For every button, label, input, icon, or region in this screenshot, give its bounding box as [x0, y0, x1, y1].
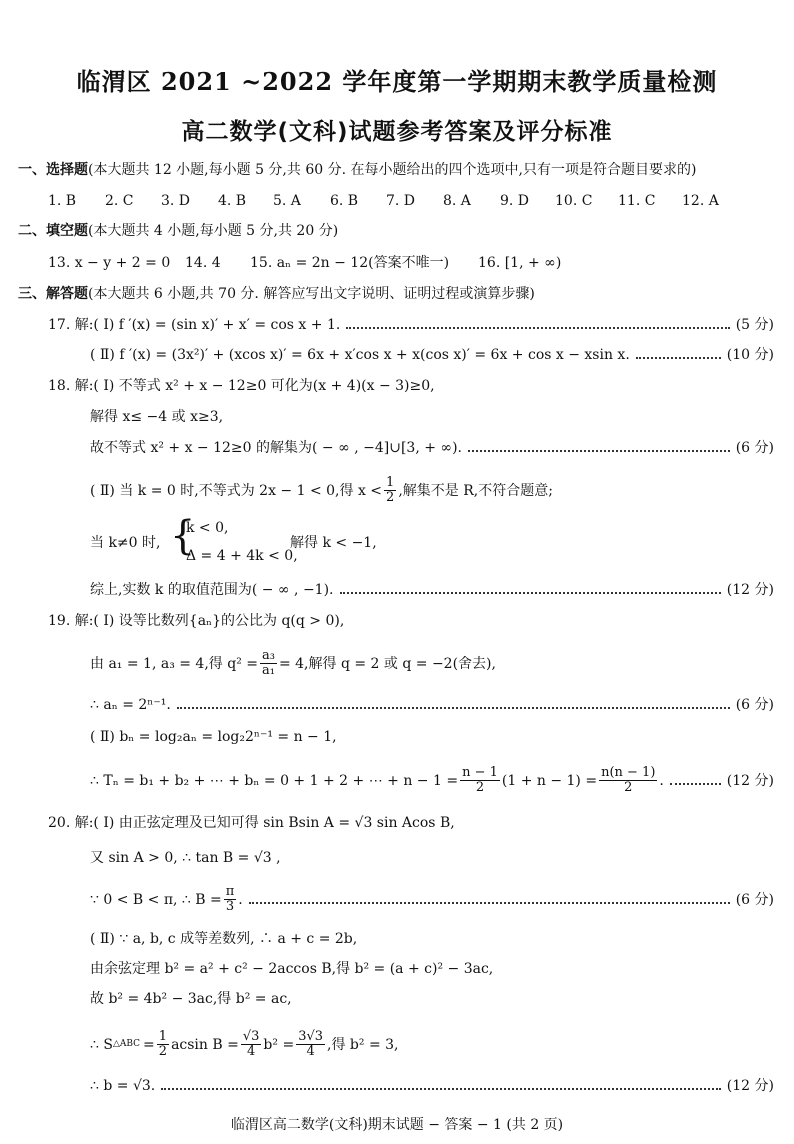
choice-answer: 11. C [618, 193, 656, 209]
q19-text: 由 a₁ = 1, a₃ = 4,得 q² = [90, 655, 258, 672]
denominator: 4 [247, 1044, 256, 1060]
exam-title: 临渭区 2021 ~2022 学年度第一学期期末教学质量检测 [76, 67, 718, 96]
fill-answer-14: 14. 4 [185, 255, 221, 271]
left-brace: { [170, 513, 196, 559]
section-choice-note: (本大题共 12 小题,每小题 5 分,共 60 分. 在每小题给出的四个选项中,只有一项是符合题目要求的) [88, 162, 697, 178]
q20-line-4: ( Ⅱ) ∵ a, b, c 成等差数列, ∴ a + c = 2b, [90, 931, 358, 947]
numerator: √3 [242, 1029, 260, 1044]
fraction [296, 1030, 325, 1060]
denominator: a₁ [262, 663, 275, 679]
q20-line-3 [90, 885, 774, 915]
q19-text-part: . [659, 772, 664, 789]
q18-text: ( Ⅱ) 当 k = 0 时,不等式为 2x − 1 < 0,得 x < [90, 482, 383, 499]
q18-system-line-1: k < 0, [186, 520, 229, 536]
q19-text-part: ∴ Tₙ = b₁ + b₂ + ⋯ + bₙ = 0 + 1 + 2 + ⋯ + n − 1 = [90, 772, 459, 789]
answer-key-title: 高二数学(文科)试题参考答案及评分标准 [181, 119, 613, 145]
leader-dots [249, 902, 730, 904]
q17-text: ( Ⅱ) f ′(x) = (3x²)′ + (xcos x)′ = 6x + x′cos x + x(cos x)′ = 6x + cos x − xsin x. [90, 347, 630, 363]
q18-text: ,解集不是 R,不符合题意; [398, 482, 553, 499]
q19-line-3 [90, 698, 774, 712]
q20-text [90, 885, 243, 915]
q19-line-1: 19. 解:( Ⅰ) 设等比数列{aₙ}的公比为 q(q > 0), [48, 613, 345, 629]
q20-text-part: ∴ S [90, 1036, 113, 1053]
score-mark: (12 分) [726, 582, 774, 598]
denominator: 2 [624, 780, 633, 796]
score-mark: (10 分) [726, 347, 774, 363]
numerator: a₃ [262, 648, 275, 663]
fill-answer-16: 16. [1, + ∞) [478, 255, 562, 271]
choice-answer: 1. B [48, 193, 77, 209]
q18-case-result: 解得 k < −1, [290, 535, 377, 551]
q19-line-4: ( Ⅱ) bₙ = log₂aₙ = log₂2ⁿ⁻¹ = n − 1, [90, 729, 337, 745]
numerator: 3√3 [298, 1029, 324, 1044]
score-mark: (5 分) [735, 317, 774, 333]
q20-text-part: = [143, 1036, 155, 1053]
denominator: 4 [306, 1044, 315, 1060]
leader-dots [636, 357, 721, 359]
numerator: π [225, 884, 235, 899]
section-fill [18, 224, 338, 238]
numerator: n − 1 [462, 765, 498, 780]
q20-line-7 [90, 1030, 398, 1060]
leader-dots [161, 1088, 721, 1090]
q18-line-1: 18. 解:( Ⅰ) 不等式 x² + x − 12≥0 可化为(x + 4)(x − 3)≥0, [48, 378, 435, 394]
page-footer: 临渭区高二数学(文科)期末试题 − 答案 − 1 (共 2 页) [230, 1117, 564, 1133]
choice-answer: 9. D [500, 193, 530, 209]
q20-line-6: 故 b² = 4b² − 3ac,得 b² = ac, [90, 991, 292, 1007]
fill-answer-13: 13. x − y + 2 = 0 [48, 255, 171, 271]
q19-line-5 [90, 766, 774, 796]
choice-answer: 7. D [386, 193, 416, 209]
denominator: 3 [225, 899, 235, 915]
denominator: 2 [386, 490, 395, 506]
leader-dots [340, 592, 721, 594]
q18-line-6 [90, 583, 774, 597]
q20-text-part: acsin B = [171, 1036, 239, 1053]
section-choice-heading: 一、选择题 [18, 162, 88, 178]
q18-text: 故不等式 x² + x − 12≥0 的解集为( − ∞ , −4]∪[3, + ∞). [90, 440, 462, 456]
score-mark: (12 分) [726, 772, 774, 789]
choice-answer: 12. A [682, 193, 719, 209]
q19-text: ∴ aₙ = 2ⁿ⁻¹. [90, 697, 171, 713]
fraction [224, 885, 237, 915]
numerator: n(n − 1) [601, 765, 656, 780]
q19-text-part: (1 + n − 1) = [501, 772, 598, 789]
section-solve-note: (本大题共 6 小题,共 70 分. 解答应写出文字说明、证明过程或演算步骤) [88, 286, 535, 302]
leader-dots [670, 783, 721, 785]
fraction [384, 476, 396, 506]
section-fill-note: (本大题共 4 小题,每小题 5 分,共 20 分) [88, 223, 339, 239]
q17-text: 17. 解:( Ⅰ) f ′(x) = (sin x)′ + x′ = cos x + 1. [48, 317, 341, 333]
q20-text-part: ,得 b² = 3, [327, 1036, 399, 1053]
q20-line-5: 由余弦定理 b² = a² + c² − 2accos B,得 b² = (a + c)² − 3ac, [90, 961, 494, 977]
score-mark: (12 分) [726, 1078, 774, 1094]
score-mark: (6 分) [735, 440, 774, 456]
fraction [260, 649, 277, 679]
fill-answer-15: 15. aₙ = 2n − 12(答案不唯一) [250, 255, 450, 271]
denominator: 2 [158, 1044, 168, 1060]
q20-text-part: b² = [263, 1036, 295, 1053]
q18-line-4 [90, 476, 553, 506]
choice-answer: 2. C [105, 193, 134, 209]
q20-line-8 [90, 1079, 774, 1093]
score-mark: (6 分) [735, 891, 774, 908]
section-choice [18, 163, 696, 177]
q17-line-1 [48, 318, 774, 332]
q18-line-2: 解得 x≤ −4 或 x≥3, [90, 409, 224, 425]
q17-line-2 [90, 348, 774, 362]
leader-dots [346, 327, 729, 329]
q18-line-3 [90, 441, 774, 455]
q19-line-2 [90, 649, 496, 679]
fraction [157, 1030, 169, 1060]
section-fill-heading: 二、填空题 [18, 223, 88, 239]
q19-text [90, 766, 664, 796]
q18-case-label: 当 k≠0 时, [90, 535, 161, 551]
choice-answer: 3. D [161, 193, 191, 209]
fraction [599, 766, 657, 796]
choice-answer: 8. A [443, 193, 471, 209]
q20-text-part: ∵ 0 < B < π, ∴ B = [90, 891, 222, 908]
fraction [241, 1030, 262, 1060]
numerator: 1 [158, 1029, 168, 1044]
score-mark: (6 分) [735, 697, 774, 713]
q20-text-part: . [238, 891, 243, 908]
q19-text: = 4,解得 q = 2 或 q = −2(舍去), [278, 655, 496, 672]
section-solve [18, 287, 535, 301]
section-solve-heading: 三、解答题 [18, 286, 88, 302]
q20-line-1: 20. 解:( Ⅰ) 由正弦定理及已知可得 sin Bsin A = √3 sin Acos B, [48, 815, 455, 831]
q20-line-2: 又 sin A > 0, ∴ tan B = √3 , [90, 850, 281, 866]
choice-answer: 10. C [555, 193, 593, 209]
q18-text: 综上,实数 k 的取值范围为( − ∞ , −1). [90, 582, 334, 598]
leader-dots [177, 707, 730, 709]
choice-answer: 4. B [218, 193, 247, 209]
q18-system-line-2: Δ = 4 + 4k < 0, [186, 548, 298, 564]
leader-dots [468, 450, 730, 452]
numerator: 1 [386, 475, 395, 490]
subscript: △ABC [112, 1039, 141, 1050]
q20-text: ∴ b = √3. [90, 1078, 156, 1094]
denominator: 2 [475, 780, 485, 796]
fraction [460, 766, 500, 796]
choice-answer: 6. B [330, 193, 359, 209]
choice-answer: 5. A [273, 193, 301, 209]
